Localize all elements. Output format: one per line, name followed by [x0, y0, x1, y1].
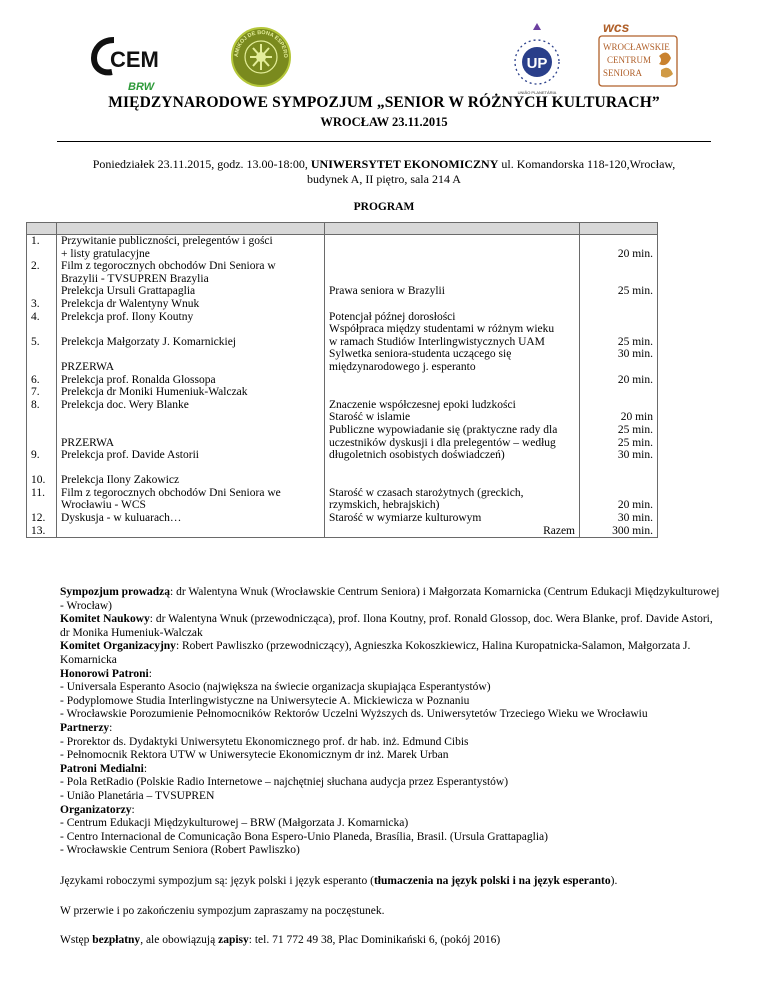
items-column: Przywitanie publiczności, prelegentów i gości + listy gratulacyjne Film z tegorocznych obchodów Dni Seniora w Brazylii - TVSUPREN Brazylia Prelekcja Ursuli Grattapaglia Prelekcja dr Walentyny Wnuk Prelekcja prof. Ilony Koutny Prelekcja Małgorzaty J. Komarnickiej PRZERWA Prelekcja prof. Ronalda Glossopa Prelekcja dr Moniki Humeniuk-Walczak Prelekcja doc. Wery Blanke PRZERWA Prelekcja prof. Davide Astorii Prelekcja Ilony Zakowicz Film z tegorocznych obchodów Dni Seniora we Wrocławiu - WCS Dyskusja - w kuluarach…	[57, 235, 325, 538]
cem-letters: CEM	[110, 47, 159, 72]
org-committee: Komitet Organizacyjny: Robert Pawliszko (przewodniczący), Agnieszka Kokoszkiewicz, Halina Kuropatnicka-Salamon, Małgorzata J. Komarnicka	[60, 640, 691, 666]
topics-column: Prawa seniora w Brazylii Potencjał późnej dorosłości Współpraca między studentami w różnym wieku w ramach Studiów Interlingwistycznych UAM Sylwetka seniora-studenta uczącego się międzynarodowego j. esperanto Znaczenie współczesnej epoki ludzkości Starość w islamie Publiczne wypowiadanie się (praktyczne rady dla uczestników dyskusji i dla prelegentów – według długoletnich osobistych doświadczeń) Starość w czasach starożytnych (greckich, rzymskich, hebrajskich) Starość w wymiarze kulturowym Razem	[325, 235, 580, 538]
total-value: 300 min.	[612, 524, 653, 537]
up-caption: UNIÃO PLANETÁRIA	[517, 90, 557, 95]
wcs-line3: SENIORA	[603, 68, 643, 78]
list-item: - Universala Esperanto Asocio (największa na świecie organizacja skupiająca Esperantystów)	[60, 681, 491, 694]
list-item: - União Planetária – TVSUPREN	[60, 789, 215, 802]
cem-brw-logo	[90, 34, 165, 96]
list-item: - Centro Internacional de Comunicação Bona Espero-Unio Planeda, Brasília, Brasil. (Ursula Grattapaglia)	[60, 830, 548, 843]
info-block	[60, 586, 722, 858]
venue-info	[60, 157, 708, 187]
list-item: - Centrum Edukacji Międzykulturowej – BRW (Małgorzata J. Komarnicka)	[60, 817, 409, 830]
wcs-line2: CENTRUM	[607, 55, 652, 65]
wcs-line1: WROCŁAWSKIE	[603, 42, 670, 52]
wcs-logo	[597, 18, 679, 88]
entry-note: Wstęp bezpłatny, ale obowiązują zapisy: tel. 71 772 49 38, Plac Dominikański 6, (pokój 2016)	[60, 934, 501, 946]
break-note: W przerwie i po zakończeniu sympozjum zapraszamy na poczęstunek.	[60, 905, 385, 917]
media-patrons: Patroni Medialni:	[60, 762, 148, 775]
total-label: Razem	[543, 524, 575, 537]
durations-column: 20 min. 25 min. 25 min. 30 min. 20 min. 20 min 25 min. 25 min. 30 min. 20 min. 30 min. 300 min.	[580, 235, 658, 538]
organizers: Sympozjum prowadzą: dr Walentyna Wnuk (Wrocławskie Centrum Seniora) i Małgorzata Komarnicka (Centrum Edukacji Międzykulturowej - Wrocław)	[60, 586, 720, 612]
list-item: - Wrocławskie Centrum Seniora (Robert Pawliszko)	[60, 844, 300, 857]
list-item: - Pełnomocnik Rektora UTW w Uniwersytecie Ekonomicznym dr inż. Marek Urban	[60, 749, 449, 762]
table-header-row	[27, 223, 658, 235]
list-item: - Pola RetRadio (Polskie Radio Internetowe – najchętniej słuchana audycja przez Esperantystów)	[60, 776, 509, 789]
table-row	[27, 235, 658, 538]
divider	[57, 141, 711, 142]
brw-letters: BRW	[128, 81, 155, 93]
list-item: - Podyplomowe Studia Interlingwistyczne na Uniwersytecie A. Mickiewicza w Poznaniu	[60, 694, 470, 707]
wcs-top-text: wcs	[603, 19, 630, 35]
bona-espero-logo	[230, 26, 292, 88]
honorary-patrons: Honorowi Patroni:	[60, 667, 152, 680]
page-subtitle: WROCŁAW 23.11.2015	[320, 115, 448, 129]
logo-bar	[0, 12, 768, 95]
venue-prefix: Poniedziałek 23.11.2015, godz. 13.00-18:00,	[92, 157, 311, 171]
number-column: 1. 2. 3. 4. 5. 6. 7. 8. 9. 10. 11. 12. 13.	[27, 235, 57, 538]
program-heading: PROGRAM	[353, 201, 415, 213]
venue-line2: budynek A, II piętro, sala 214 A	[307, 172, 461, 186]
bona-espero-ring-text: AMIKOJ DE BONA ESPERO	[233, 29, 289, 59]
venue-suffix: ul. Komandorska 118-120,Wrocław,	[498, 157, 676, 171]
up-letters: UP	[526, 55, 548, 72]
science-committee: Komitet Naukowy: dr Walentyna Wnuk (przewodnicząca), prof. Ilona Koutny, prof. Ronald Glossop, doc. Wera Blanke, prof. Davide Astori, dr Monika Humeniuk-Walczak	[60, 613, 713, 639]
venue-place: UNIWERSYTET EKONOMICZNY	[310, 157, 499, 171]
languages-note: Językami roboczymi sympozjum są: język polski i język esperanto (tłumaczenia na język polski i na język esperanto).	[60, 875, 618, 887]
page-title: MIĘDZYNARODOWE SYMPOZJUM „SENIOR W RÓŻNYCH KULTURACH”	[108, 94, 660, 111]
program-table	[26, 222, 658, 538]
list-item: - Prorektor ds. Dydaktyki Uniwersytetu Ekonomicznego prof. dr hab. inż. Edmund Cibis	[60, 735, 469, 748]
organizers-list: Organizatorzy:	[60, 803, 135, 816]
partners: Partnerzy:	[60, 721, 113, 734]
uniao-planetaria-logo	[505, 20, 569, 96]
list-item: - Wrocławskie Porozumienie Pełnomocników Rektorów Uczelni Wyższych ds. Uniwersytetów Trzeciego Wieku we Wrocławiu	[60, 708, 648, 721]
